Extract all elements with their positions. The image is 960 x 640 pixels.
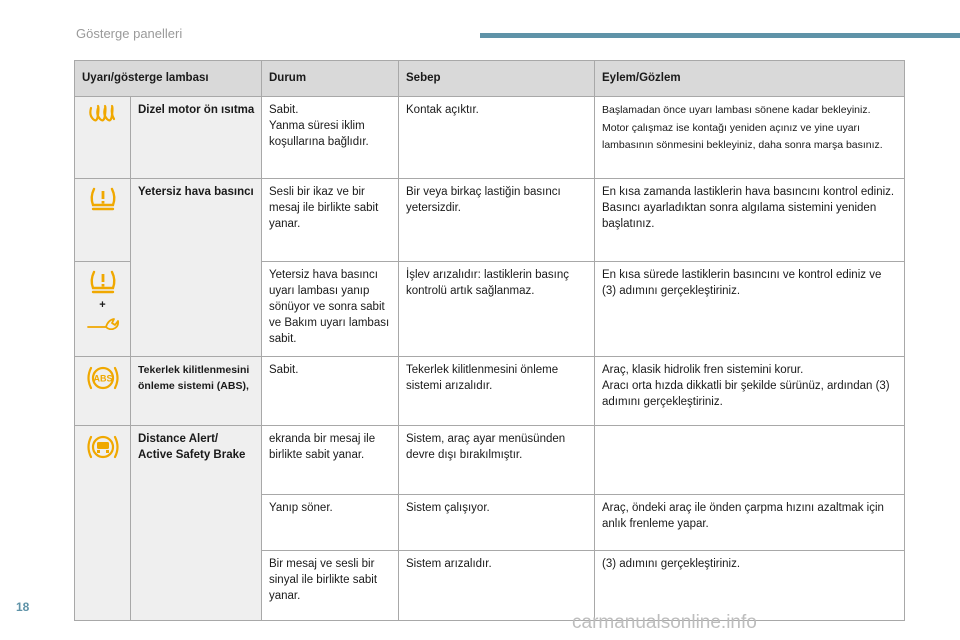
column-header-action: Eylem/Gözlem	[595, 61, 905, 97]
cause-cell: Sistem arızalıdır.	[399, 551, 595, 621]
action-cell: En kısa zamanda lastiklerin hava basıncını kontrol ediniz. Basıncı ayarladıktan sonra algılama sistemini yeniden başlatınız.	[595, 179, 905, 262]
column-header-cause: Sebep	[399, 61, 595, 97]
column-header-lamp: Uyarı/gösterge lambası	[75, 61, 262, 97]
svg-text:ABS: ABS	[92, 373, 113, 384]
action-cell: Araç, klasik hidrolik fren sistemini korur. Aracı orta hızda dikkatli bir şekilde sürünüz, ardından (3) adımını gerçekleştiriniz.	[595, 357, 905, 426]
cause-cell: Sistem çalışıyor.	[399, 495, 595, 551]
state-cell: ekranda bir mesaj ile birlikte sabit yanar.	[262, 426, 399, 495]
glow-plug-icon	[88, 103, 118, 125]
icon-cell	[75, 357, 131, 426]
icon-cell	[75, 262, 131, 357]
tyre-pressure-icon	[88, 268, 118, 296]
state-cell: Sabit. Yanma süresi iklim koşullarına bağlıdır.	[262, 97, 399, 179]
page-number: 18	[16, 600, 30, 614]
state-cell: Bir mesaj ve sesli bir sinyal ile birlikte sabit yanar.	[262, 551, 399, 621]
state-cell: Sesli bir ikaz ve bir mesaj ile birlikte sabit yanar.	[262, 179, 399, 262]
action-cell	[595, 426, 905, 495]
cause-cell: Sistem, araç ayar menüsünden devre dışı bırakılmıştır.	[399, 426, 595, 495]
table-row	[75, 179, 905, 262]
table-header-row	[75, 61, 905, 97]
wrench-icon	[86, 314, 120, 330]
action-cell: Araç, öndeki araç ile önden çarpma hızını azaltmak için anlık frenleme yapar.	[595, 495, 905, 551]
cause-cell: Kontak açıktır.	[399, 97, 595, 179]
page-section-title: Gösterge panelleri	[76, 26, 183, 41]
lamp-name: Dizel motor ön ısıtma	[131, 97, 262, 179]
icon-cell	[75, 426, 131, 621]
action-cell: En kısa sürede lastiklerin basıncını ve kontrol ediniz ve (3) adımını gerçekleştiriniz.	[595, 262, 905, 357]
table-row	[75, 357, 905, 426]
tyre-pressure-icon	[88, 185, 118, 213]
state-cell: Yetersiz hava basıncı uyarı lambası yanıp sönüyor ve sonra sabit ve Bakım uyarı lambası sabit.	[262, 262, 399, 357]
table-row	[75, 426, 905, 495]
cause-cell: Tekerlek kilitlenmesini önleme sistemi arızalıdır.	[399, 357, 595, 426]
column-header-state: Durum	[262, 61, 399, 97]
lamp-name: Distance Alert/ Active Safety Brake	[131, 426, 262, 621]
action-cell: Başlamadan önce uyarı lambası sönene kadar bekleyiniz. Motor çalışmaz ise kontağı yeniden açınız ve yine uyarı lambasının sönmesini bekleyiniz, daha sonra marşa basınız.	[595, 97, 905, 179]
lamp-name: Yetersiz hava basıncı	[131, 179, 262, 357]
warning-lamps-table	[74, 60, 905, 621]
header-accent-bar	[480, 33, 960, 38]
abs-icon	[86, 363, 120, 393]
icon-cell	[75, 179, 131, 262]
state-cell: Yanıp söner.	[262, 495, 399, 551]
plus-sign: +	[99, 299, 106, 311]
icon-cell	[75, 97, 131, 179]
table-row	[75, 97, 905, 179]
action-cell: (3) adımını gerçekleştiriniz.	[595, 551, 905, 621]
active-safety-brake-icon	[86, 432, 120, 462]
watermark: carmanualsonline.info	[572, 612, 757, 633]
state-cell: Sabit.	[262, 357, 399, 426]
cause-cell: İşlev arızalıdır: lastiklerin basınç kontrolü artık sağlanmaz.	[399, 262, 595, 357]
lamp-name: Tekerlek kilitlenmesini önleme sistemi (ABS),	[131, 357, 262, 426]
cause-cell: Bir veya birkaç lastiğin basıncı yetersizdir.	[399, 179, 595, 262]
